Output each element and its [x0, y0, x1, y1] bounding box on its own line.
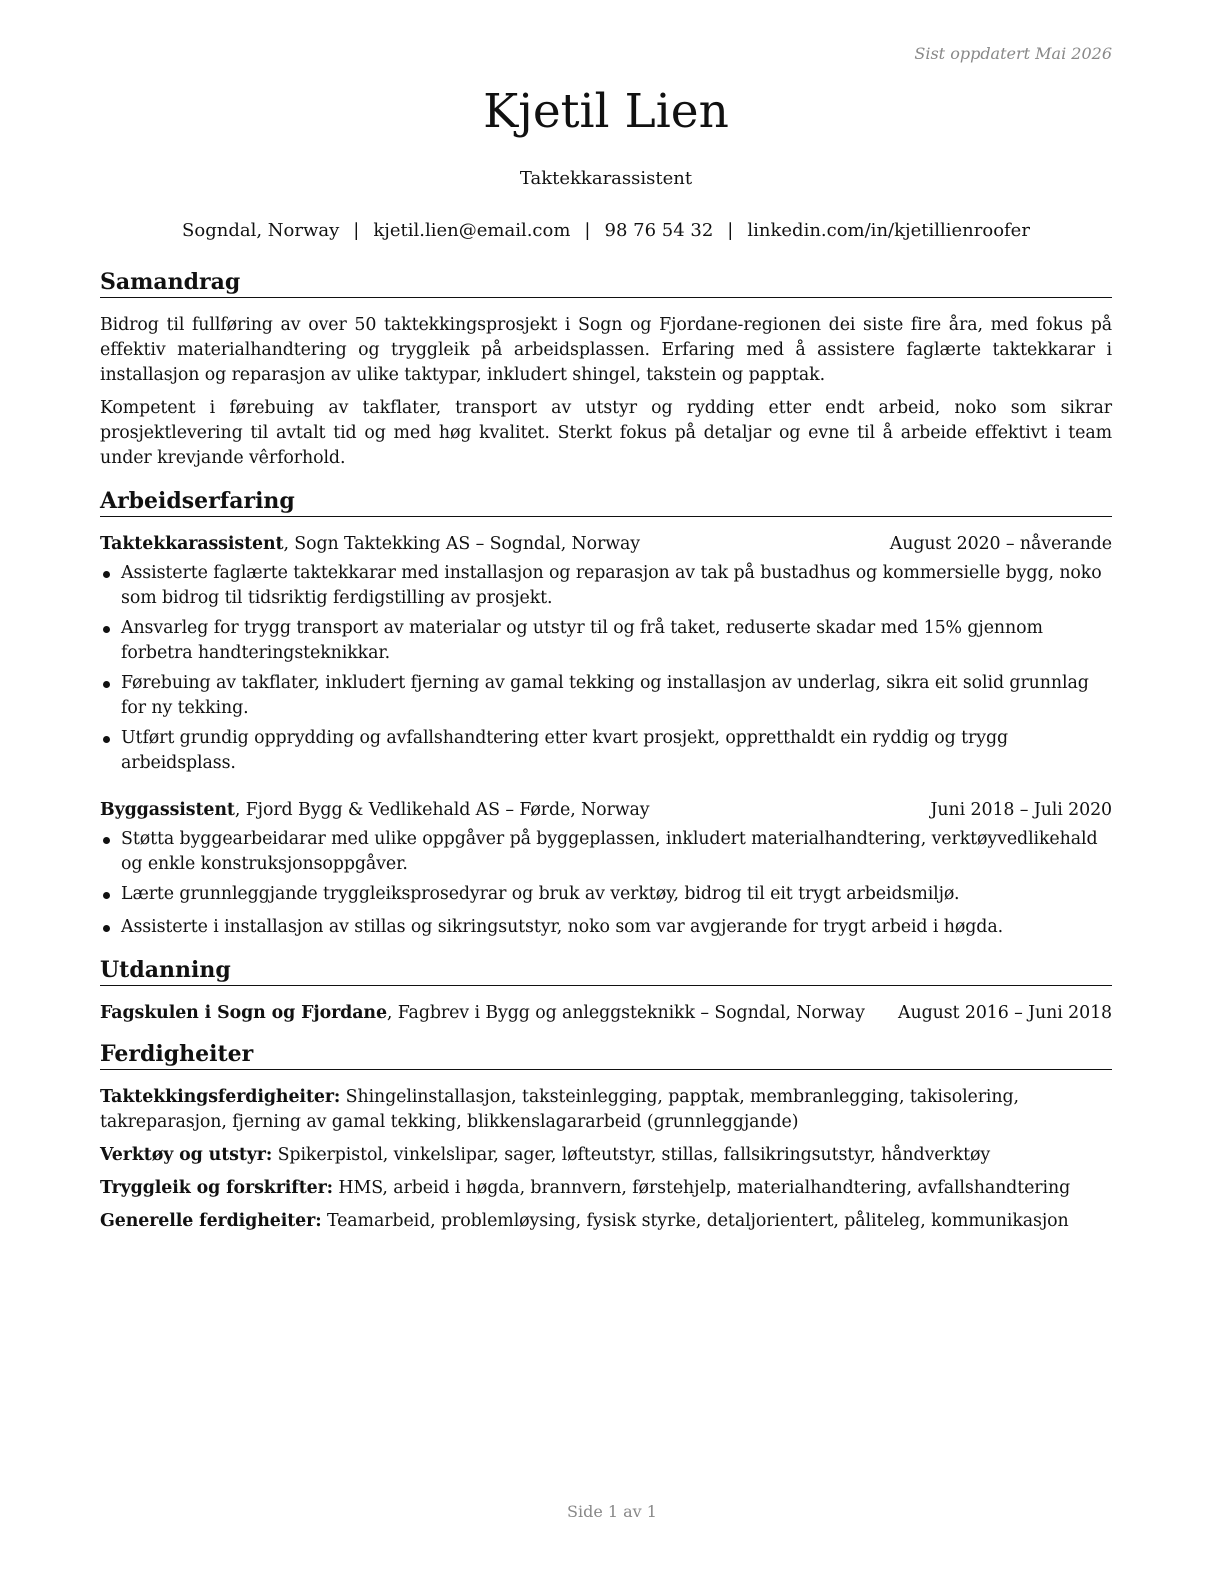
contact-separator: |: [353, 220, 360, 241]
job-bullet: Støtta byggearbeidarar med ulike oppgåver på byggeplassen, inkludert materialhandtering, verktøyvedlikehald og enkle konstruksjonsoppgåver.: [100, 827, 1112, 877]
skill-group-label: Verktøy og utstyr:: [100, 1145, 273, 1165]
education-school: Fagskulen i Sogn og Fjordane: [100, 1003, 387, 1023]
job-bullets: [100, 561, 1112, 776]
job-role: Byggassistent: [100, 800, 235, 820]
job-bullet: Assisterte i installasjon av stillas og sikringsutstyr, noko som var avgjerande for trygt arbeid i høgda.: [100, 915, 1112, 940]
section-title-experience: Arbeidserfaring: [100, 487, 1112, 517]
skill-group-value: Shingelinstallasjon, taksteinlegging, papptak, membranlegging, takisolering, takreparasjon, fjerning av gamal tekking, blikkenslagararbeid (grunnleggjande): [100, 1087, 1019, 1132]
job-bullet: Assisterte faglærte taktekkarar med installasjon og reparasjon av tak på bustadhus og kommersielle bygg, noko som bidrog til tidsriktig ferdigstilling av prosjekt.: [100, 561, 1112, 611]
job-company: , Sogn Taktekking AS – Sogndal, Norway: [283, 534, 641, 554]
skill-group-label: Generelle ferdigheiter:: [100, 1211, 322, 1231]
contact-email[interactable]: kjetil.lien@email.com: [373, 220, 571, 241]
job-company: , Fjord Bygg & Vedlikehald AS – Førde, Norway: [234, 800, 650, 820]
contact-separator: |: [727, 220, 734, 241]
job-entry: [100, 532, 1112, 776]
contact-location: Sogndal, Norway: [182, 220, 340, 241]
job-role: Taktekkarassistent: [100, 534, 284, 554]
summary-paragraph: Kompetent i førebuing av takflater, transport av utstyr og rydding etter endt arbeid, noko som sikrar prosjektlevering til avtalt tid og med høg kvalitet. Sterkt fokus på detaljar og evne til å arbeide effektivt i team under krevjande vêrforhold.: [100, 398, 1112, 468]
page-number: Side 1 av 1: [567, 1502, 657, 1521]
last-updated: Sist oppdatert Mai 2026: [914, 44, 1112, 63]
section-title-skills: Ferdigheiter: [100, 1040, 1112, 1070]
contact-line: [100, 220, 1112, 241]
education-title-line: [100, 1001, 865, 1026]
job-dates: August 2020 – nåverande: [889, 534, 1112, 554]
skill-group-label: Taktekkingsferdigheiter:: [100, 1087, 341, 1107]
summary-section: [100, 268, 1112, 471]
job-bullet: Lærte grunnleggjande tryggleiksprosedyrar og bruk av verktøy, bidrog til eit trygt arbeidsmiljø.: [100, 882, 1112, 907]
contact-separator: |: [584, 220, 591, 241]
summary-paragraph: Bidrog til fullføring av over 50 taktekkingsprosjekt i Sogn og Fjordane-regionen dei siste fire åra, med fokus på effektiv materialhandtering og tryggleik på arbeidsplassen. Erfaring med å assistere faglærte taktekkarar i installasjon og reparasjon av ulike taktypar, inkludert shingel, takstein og papptak.: [100, 315, 1112, 385]
skill-group: [100, 1085, 1112, 1135]
job-header: [100, 798, 1112, 823]
job-header: [100, 532, 1112, 557]
contact-linkedin[interactable]: linkedin.com/in/kjetillienroofer: [747, 220, 1030, 241]
job-bullet: Utført grundig opprydding og avfallshandtering etter kvart prosjekt, oppretthaldt ein ryddig og trygg arbeidsplass.: [100, 726, 1112, 776]
skill-group-value: Spikerpistol, vinkelslipar, sager, løfteutstyr, stillas, fallsikringsutstyr, håndverktøy: [277, 1145, 991, 1165]
job-dates: Juni 2018 – Juli 2020: [930, 800, 1112, 820]
education-section: [100, 956, 1112, 1026]
job-bullet: Førebuing av takflater, inkludert fjerning av gamal tekking og installasjon av underlag, sikra eit solid grunnlag for ny tekking.: [100, 671, 1112, 721]
job-bullet: Ansvarleg for trygg transport av materialar og utstyr til og frå taket, reduserte skadar med 15% gjennom forbetra handteringsteknikkar.: [100, 616, 1112, 666]
job-title-line: [100, 532, 640, 557]
candidate-name: Kjetil Lien: [483, 84, 729, 139]
skill-group: [100, 1209, 1112, 1234]
resume-content: [100, 268, 1112, 1244]
section-title-summary: Samandrag: [100, 268, 1112, 298]
section-title-education: Utdanning: [100, 956, 1112, 986]
job-entry: [100, 798, 1112, 940]
skill-group-value: HMS, arbeid i høgda, brannvern, førstehjelp, materialhandtering, avfallshandtering: [338, 1178, 1071, 1198]
job-bullets: [100, 827, 1112, 940]
education-dates: August 2016 – Juni 2018: [898, 1003, 1112, 1023]
job-title-line: [100, 798, 650, 823]
skill-group: [100, 1176, 1112, 1201]
skill-group-label: Tryggleik og forskrifter:: [100, 1178, 333, 1198]
candidate-headline: Taktekkarassistent: [519, 168, 693, 189]
contact-phone[interactable]: 98 76 54 32: [604, 220, 714, 241]
experience-section: [100, 487, 1112, 940]
skill-group: [100, 1143, 1112, 1168]
skill-group-value: Teamarbeid, problemløysing, fysisk styrke, detaljorientert, påliteleg, kommunikasjon: [326, 1211, 1069, 1231]
education-entry: [100, 1001, 1112, 1026]
skills-section: [100, 1040, 1112, 1234]
education-details: , Fagbrev i Bygg og anleggsteknikk – Sogndal, Norway: [386, 1003, 865, 1023]
